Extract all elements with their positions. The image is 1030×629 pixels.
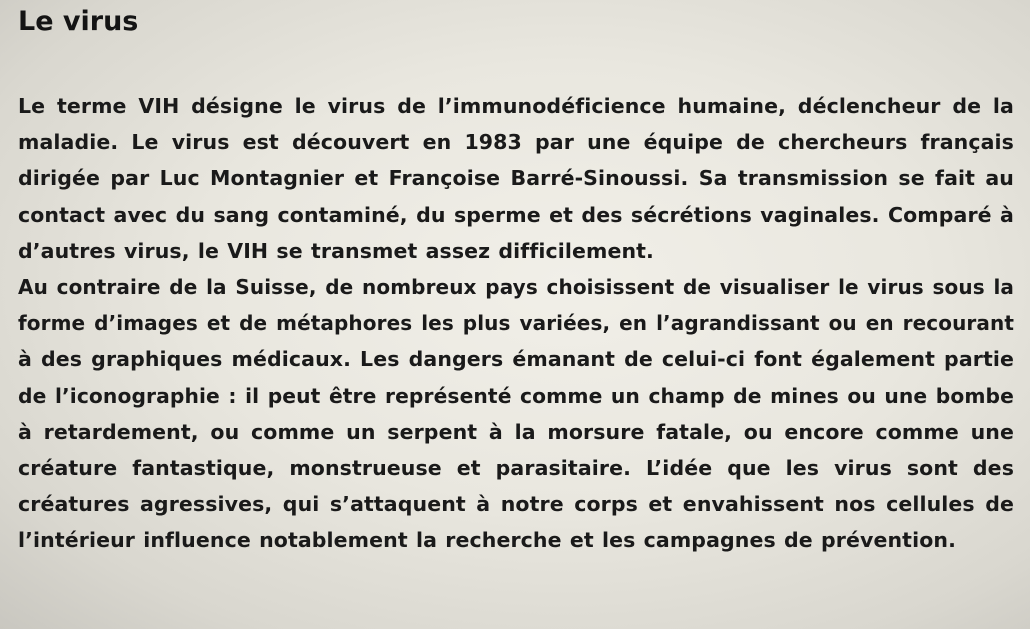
text-line: d’autres virus, le VIH se transmet assez difficilement.	[18, 238, 654, 263]
text-line: à retardement, ou comme un serpent à la morsure fatale, ou encore comme une	[18, 419, 1014, 444]
text-line: Le terme VIH désigne le virus de l’immunodéficience humaine, déclencheur de la	[18, 94, 1014, 118]
text-line: créature fantastique, monstrueuse et parasitaire. L’idée que les virus sont des	[18, 455, 1014, 480]
text-line: Au contraire de la Suisse, de nombreux pays choisissent de visualiser le virus sous la	[18, 274, 1014, 299]
text-line: de l’iconographie : il peut être représenté comme un champ de mines ou une bombe	[18, 383, 1014, 408]
text-line: créatures agressives, qui s’attaquent à notre corps et envahissent nos cellules de	[18, 492, 1014, 517]
text-line: maladie. Le virus est découvert en 1983 par une équipe de chercheurs français	[18, 130, 1014, 155]
text-line: l’intérieur influence notablement la recherche et les campagnes de prévention.	[18, 528, 956, 553]
text-line: forme d’images et de métaphores les plus variées, en l’agrandissant ou en recourant	[18, 311, 1014, 336]
paragraph-1	[18, 88, 1014, 269]
text-line: dirigée par Luc Montagnier et Françoise Barré-Sinoussi. Sa transmission se fait au	[18, 166, 1014, 191]
body-text	[18, 88, 1014, 558]
text-line: contact avec du sang contaminé, du sperme et des sécrétions vaginales. Comparé à	[18, 202, 1014, 227]
text-line: à des graphiques médicaux. Les dangers émanant de celui-ci font également partie	[18, 347, 1014, 372]
paragraph-2	[18, 269, 1014, 559]
page-title: Le virus	[18, 6, 139, 37]
